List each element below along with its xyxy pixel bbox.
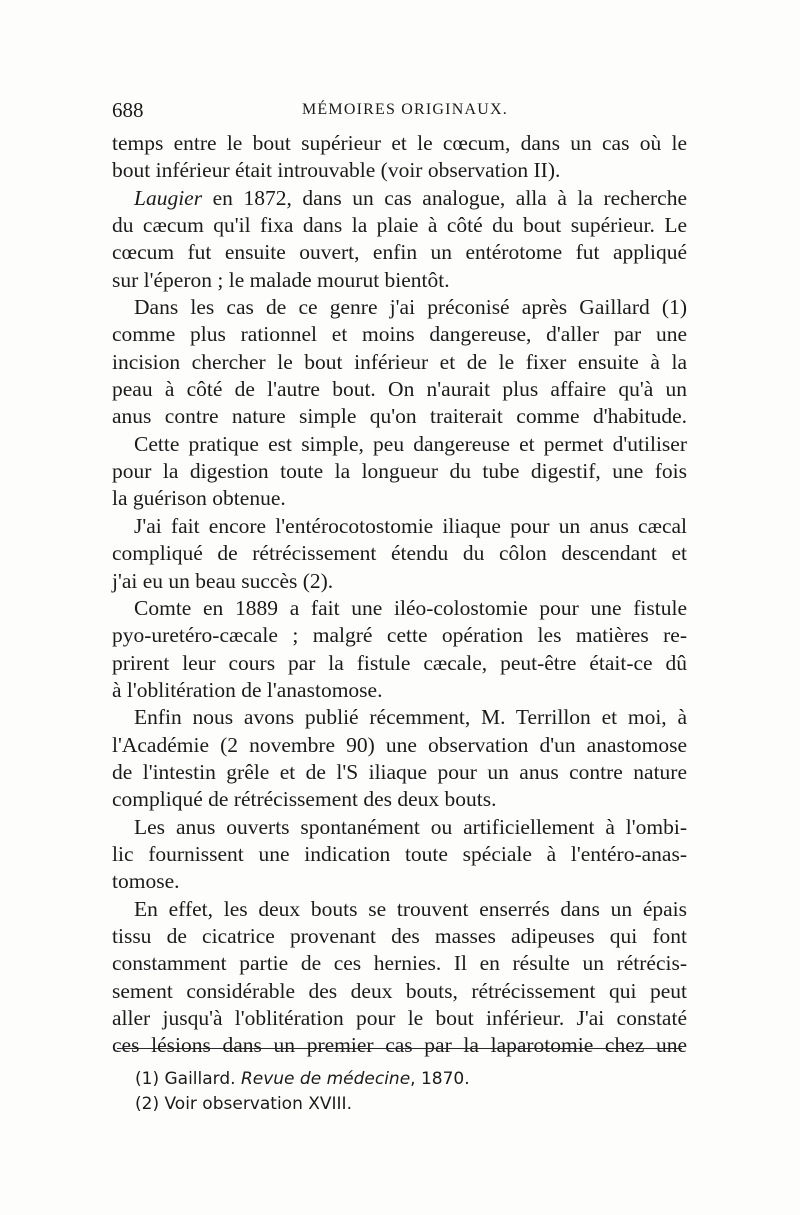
paragraph-7 (112, 704, 687, 813)
running-head (112, 98, 690, 122)
paragraph-6 (112, 595, 687, 704)
paragraph-8 (112, 814, 687, 896)
footnote-rest: , 1870. (410, 1069, 470, 1089)
text-line: à l'oblitération de l'anastomose. (112, 677, 383, 702)
text-line: ces lésions dans un premier cas par la laparotomie chez une (112, 1033, 687, 1058)
text-line: compliqué de rétrécissement des deux bouts. (112, 787, 497, 812)
text-line: du cæcum qu'il fixa dans la plaie à côté du bout supérieur. Le (112, 213, 687, 238)
text-line: comme plus rationnel et moins dangereuse, d'aller par une (112, 322, 687, 347)
text-line: tomose. (112, 869, 180, 894)
text-line: pyo-uretéro-cæcale ; malgré cette opération les matières re- (112, 623, 687, 648)
page-number: 688 (112, 98, 144, 122)
paragraph-2 (112, 185, 687, 294)
footnote-2 (135, 1092, 675, 1117)
paragraph-4 (112, 431, 687, 513)
footnotes (135, 1067, 675, 1117)
text-line: lic fournissent une indication toute spéciale à l'entéro-anas- (112, 841, 687, 866)
text-line: prirent leur cours par la fistule cæcale, peut-être était-ce dû (112, 650, 687, 675)
text-line: Dans les cas de ce genre j'ai préconisé après Gaillard (1) (134, 295, 687, 320)
text-line: cœcum fut ensuite ouvert, enfin un entérotome fut appliqué (112, 240, 687, 265)
text-line: peau à côté de l'autre bout. On n'aurait plus affaire qu'à un (112, 377, 687, 402)
text-line: la guérison obtenue. (112, 486, 286, 511)
footnote-rule (117, 1048, 682, 1049)
running-title: MÉMOIRES ORIGINAUX. (302, 101, 508, 118)
author-name-italic: Laugier (134, 185, 203, 210)
text-line: Les anus ouverts spontanément ou artificiellement à l'ombi- (134, 814, 687, 839)
text-line: tissu de cicatrice provenant des masses adipeuses qui font (112, 923, 687, 948)
text-line: aller jusqu'à l'oblitération pour le bout inférieur. J'ai constaté (112, 1006, 687, 1030)
text-line: l'Académie (2 novembre 90) une observation d'un anastomose (112, 732, 687, 757)
text-line: J'ai fait encore l'entérocotostomie iliaque pour un anus cæcal (134, 513, 687, 538)
footnote-marker: (1) Gaillard. (135, 1069, 241, 1089)
text-line: compliqué de rétrécissement étendu du côlon descendant et (112, 541, 687, 566)
text-line: temps entre le bout supérieur et le cœcum, dans un cas où le (112, 131, 687, 155)
text-line: bout inférieur était introuvable (voir observation II). (112, 158, 561, 183)
paragraph-5 (112, 513, 687, 595)
text-line: pour la digestion toute la longueur du tube digestif, une fois (112, 459, 687, 484)
text-line: incision chercher le bout inférieur et de le fixer ensuite à la (112, 349, 687, 374)
text-line: constamment partie de ces hernies. Il en résulte un rétrécis- (112, 951, 687, 976)
body-text (112, 130, 687, 1060)
text-line: de l'intestin grêle et de l'S iliaque pour un anus contre nature (112, 759, 687, 784)
text-line: anus contre nature simple qu'on traiterait comme d'habitude. (112, 404, 687, 429)
text-run: en 1872, dans un cas analogue, alla à la recherche (202, 185, 687, 210)
text-line: j'ai eu un beau succès (2). (112, 568, 334, 593)
footnote-marker: (2) Voir observation XVIII. (135, 1094, 352, 1114)
text-line (112, 185, 687, 212)
paragraph-1 (112, 130, 687, 185)
text-line: En effet, les deux bouts se trouvent enserrés dans un épais (134, 896, 687, 921)
text-line: sur l'éperon ; le malade mourut bientôt. (112, 267, 450, 292)
text-line: Cette pratique est simple, peu dangereuse et permet d'utiliser (134, 431, 687, 456)
text-line: sement considérable des deux bouts, rétrécissement qui peut (112, 978, 687, 1003)
paragraph-9 (112, 896, 687, 1060)
paragraph-3 (112, 294, 687, 431)
footnote-1 (135, 1067, 675, 1092)
text-line: Comte en 1889 a fait une iléo-colostomie pour une fistule (134, 595, 687, 620)
journal-title-italic: Revue de médecine (240, 1069, 411, 1089)
text-line: Enfin nous avons publié récemment, M. Terrillon et moi, à (134, 705, 687, 730)
